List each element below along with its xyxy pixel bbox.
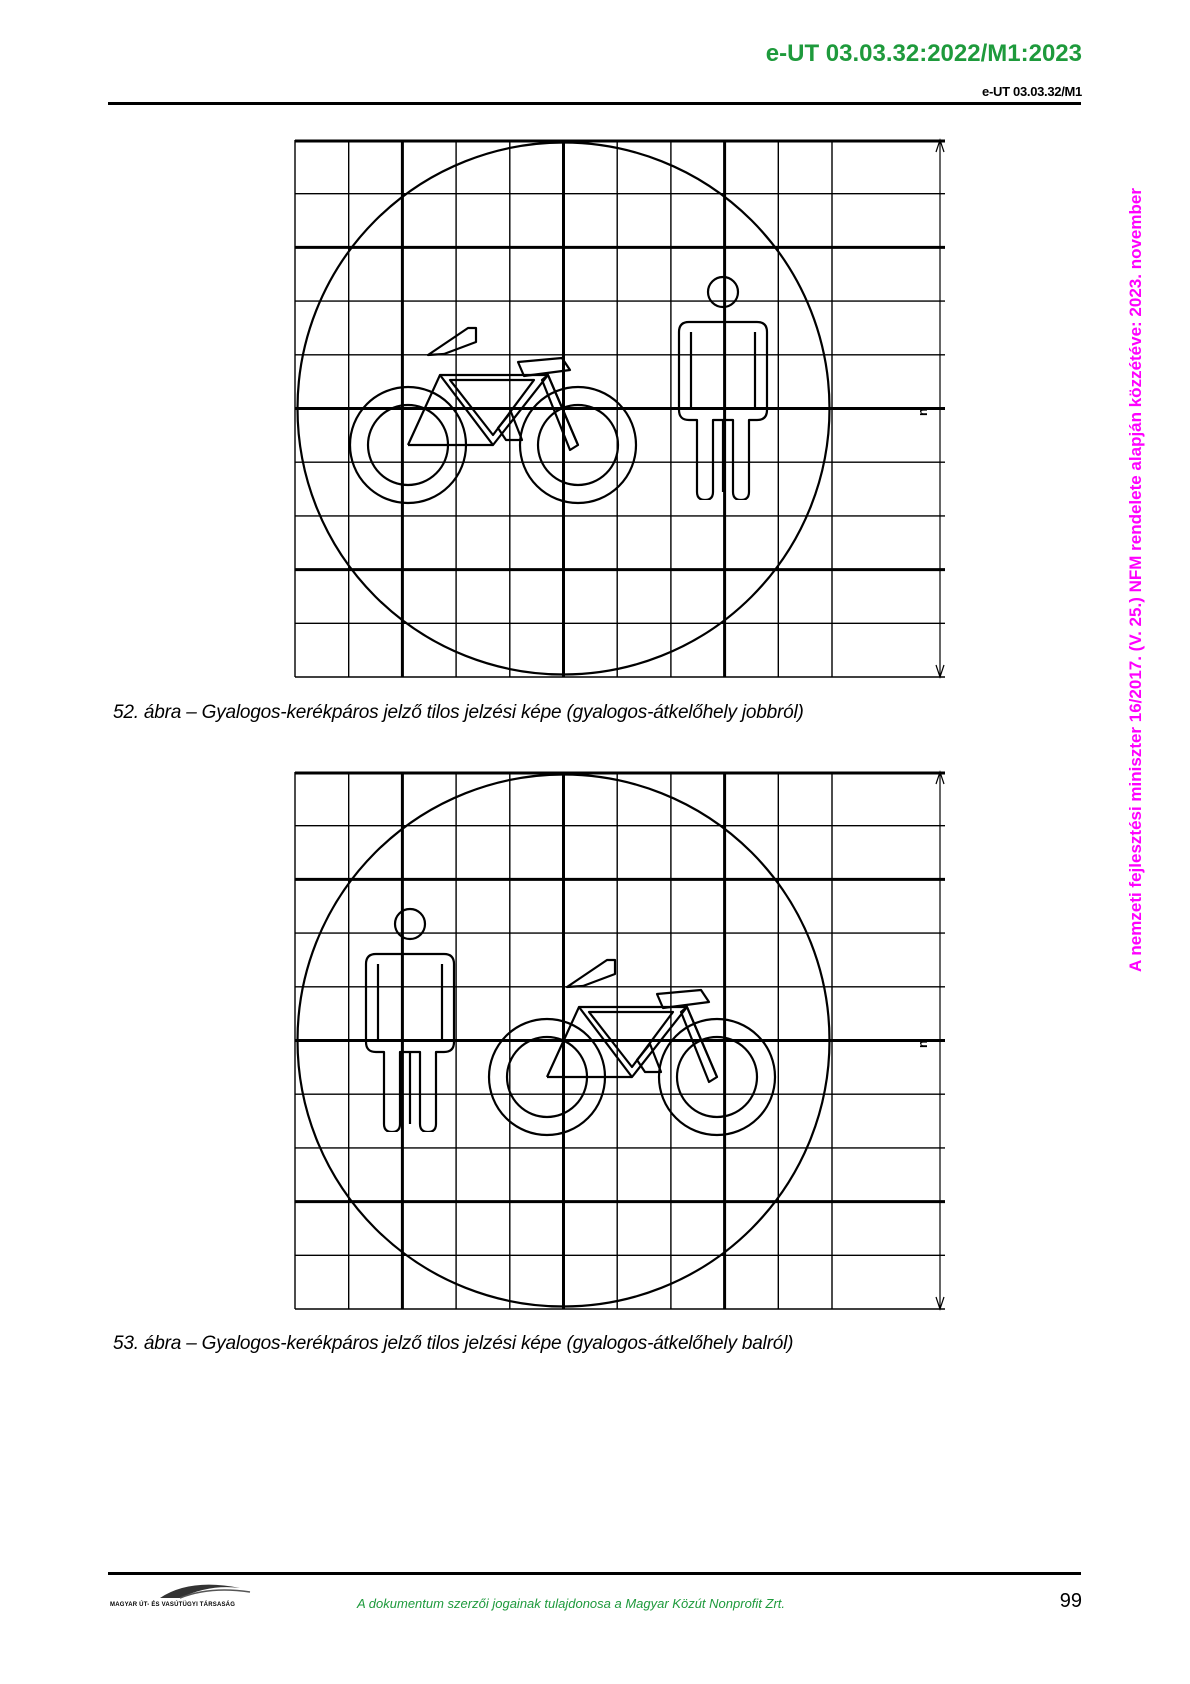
dimension-label: n xyxy=(915,1040,930,1048)
publisher-logo xyxy=(110,1582,260,1608)
copyright-notice: A dokumentum szerzői jogainak tulajdonosa a Magyar Közút Nonprofit Zrt. xyxy=(357,1596,786,1611)
logo-swoosh-icon xyxy=(150,1582,300,1600)
publication-note: A nemzeti fejlesztési miniszter 16/2017. (V. 25.) NFM rendelete alapján közzétéve: 2023. november xyxy=(1126,188,1145,972)
figure-52-caption: 52. ábra – Gyalogos-kerékpáros jelző tilos jelzési képe (gyalogos-átkelőhely jobbról) xyxy=(113,702,804,723)
header-rule xyxy=(108,102,1081,105)
figure-52-drawing xyxy=(295,140,945,678)
logo-text: MAGYAR ÚT- ÉS VASÚTÜGYI TÁRSASÁG xyxy=(110,1602,236,1608)
figure-53-drawing xyxy=(295,772,945,1310)
dimension-label: n xyxy=(915,408,930,416)
pedestrian-icon xyxy=(679,277,767,500)
document-short-id: e-UT 03.03.32/M1 xyxy=(982,84,1082,99)
document-id: e-UT 03.03.32:2022/M1:2023 xyxy=(765,40,1082,67)
page-number: 99 xyxy=(1059,1590,1082,1612)
figure-53-caption: 53. ábra – Gyalogos-kerékpáros jelző tilos jelzési képe (gyalogos-átkelőhely balról) xyxy=(113,1333,794,1354)
figure-52 xyxy=(295,140,945,678)
pedestrian-icon xyxy=(366,909,454,1132)
grid-thick-lines xyxy=(295,772,945,1309)
figure-53 xyxy=(295,772,945,1310)
footer-rule xyxy=(108,1572,1081,1575)
